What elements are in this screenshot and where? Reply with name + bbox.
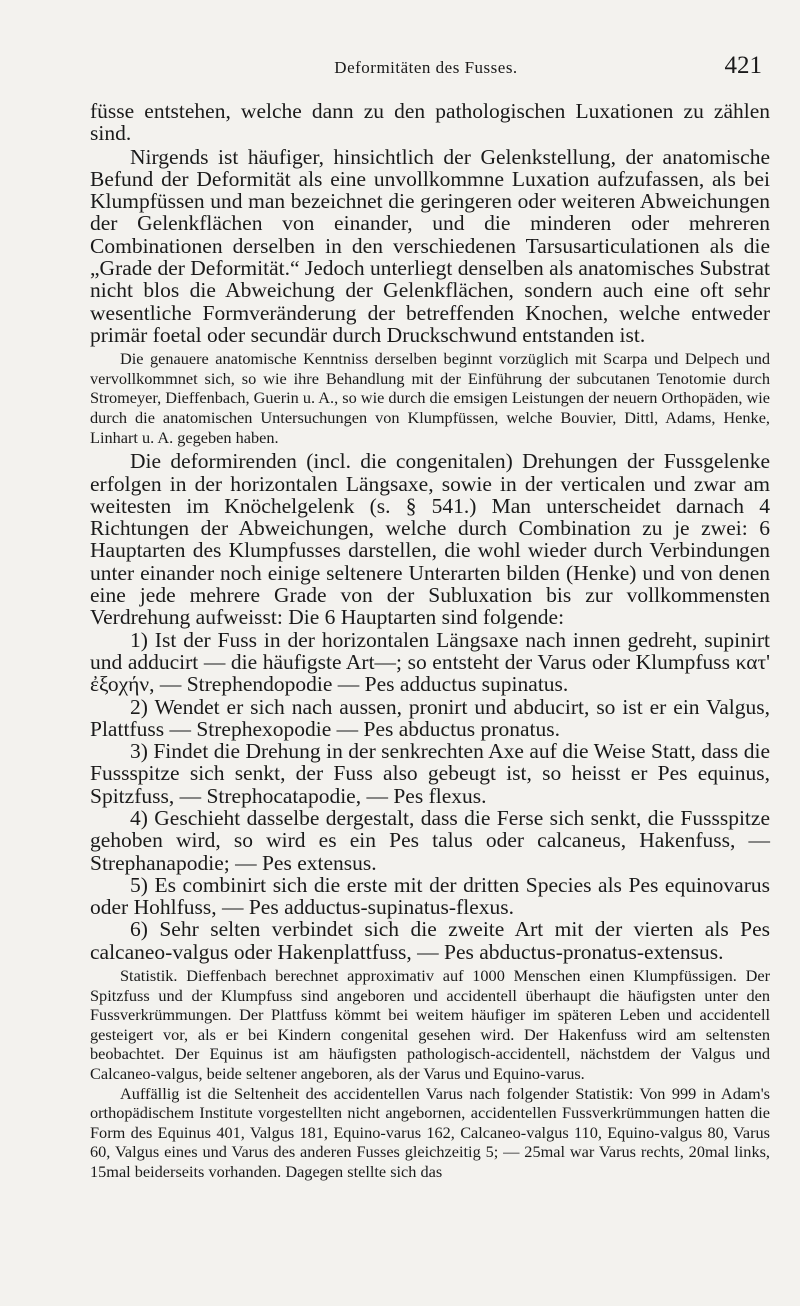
paragraph-anatomical-findings: Nirgends ist häufiger, hinsichtlich der Gelenkstellung, der anatomische Befund der Deformität als eine unvollkommne Luxation aufzufassen, als bei Klumpfüssen und man bezeichnet die geringeren oder weiteren Abweichungen der Gelenkflächen von einander, und die minderen oder mehreren Combinationen derselben in den verschiedenen Tarsusarticulationen als die „Grade der Deformität.“ Jedoch unterliegt denselben als anatomisches Substrat nicht blos die Abweichung der Gelenkflächen, sondern auch eine oft sehr wesentliche Formveränderung der betreffenden Knochen, welche entweder primär foetal oder secundär durch Druckschwund entstanden ist. bbox=[90, 144, 771, 347]
note-adams-statistics: Auffällig ist die Seltenheit des accidentellen Varus nach folgender Statistik: Von 999 in Adam's orthopädischem Institute vorgestellten nicht angebornen, accidentellen Fussverkrümmungen hatten die Form des Equinus 401, Valgus 181, Equino-varus 162, Calcaneo-valgus 110, Equino-valgus 80, Varus 60, Valgus eines und Varus des anderen Fusses gleichzeitig 5; — 25mal war Varus rechts, 20mal links, 15mal beiderseits vorhanden. Dagegen stellte sich das bbox=[90, 1083, 770, 1181]
body-text bbox=[90, 100, 770, 1182]
page-header bbox=[90, 52, 762, 86]
page-number: 421 bbox=[724, 52, 762, 79]
running-head: Deformitäten des Fusses. bbox=[334, 58, 518, 77]
list-item-equinus: 3) Findet die Drehung in der senkrechten Axe auf die Weise Statt, dass die Fussspitze sich senkt, der Fuss also gebeugt ist, so heisst er Pes equinus, Spitzfuss, — Strephocatapodie, — Pes flexus. bbox=[90, 739, 770, 808]
list-item-varus: 1) Ist der Fuss in der horizontalen Längsaxe nach innen gedreht, supinirt und adducirt — die häufigste Art—; so entsteht der Varus oder Klumpfuss κατ' ἐξοχήν, — Strephendopodie — Pes adductus supinatus. bbox=[90, 627, 770, 697]
paragraph-continuation: füsse entstehen, welche dann zu den pathologischen Luxationen zu zählen sind. bbox=[90, 99, 770, 146]
note-statistics: Statistik. Dieffenbach berechnet approximativ auf 1000 Menschen einen Klumpfüssigen. Der Spitzfuss und der Klumpfuss sind angeboren und accidentell überhaupt die häufigsten unter den Fussverkrümmungen. Der Plattfuss kömmt bei weitem häufiger im späteren Leben und accidentell gesteigert vor, als er bei Kindern congenital gesehen wird. Der Hakenfuss wird am seltensten beobachtet. Der Equinus ist am häufigsten pathologisch-accidentell, nächstdem der Valgus und Calcaneo-valgus, beide seltener angeboren, als der Varus und Equino-varus. bbox=[90, 966, 770, 1084]
list-item-calcaneus: 4) Geschieht dasselbe dergestalt, dass die Ferse sich senkt, die Fussspitze gehoben wird, so wird es ein Pes talus oder calcaneus, Hakenfuss, — Strephanapodie; — Pes extensus. bbox=[90, 805, 770, 875]
list-item-valgus: 2) Wendet er sich nach aussen, pronirt und abducirt, so ist er ein Valgus, Plattfuss — Strephexopodie — Pes abductus pronatus. bbox=[90, 694, 770, 741]
list-item-equinovarus: 5) Es combinirt sich die erste mit der dritten Species als Pes equinovarus oder Hohlfuss, — Pes adductus-supinatus-flexus. bbox=[90, 872, 770, 920]
note-history: Die genauere anatomische Kenntniss derselben beginnt vorzüglich mit Scarpa und Delpech und vervollkommnet sich, so wie ihre Behandlung mit der Einführung der subcutanen Tenotomie durch Stromeyer, Dieffenbach, Guerin u. A., so wie durch die emsigen Leistungen der neuern Orthopäden, wie durch die anatomischen Untersuchungen von Klumpfüssen, welche Bouvier, Dittl, Adams, Henke, Linhart u. A. gegeben haben. bbox=[90, 349, 770, 447]
list-item-calcaneovalgus: 6) Sehr selten verbindet sich die zweite Art mit der vierten als Pes calcaneo-valgus oder Hakenplattfuss, — Pes abductus-pronatus-extensus. bbox=[90, 917, 770, 964]
paragraph-rotations: Die deformirenden (incl. die congenitalen) Drehungen der Fussgelenke erfolgen in der horizontalen Längsaxe, sowie in der verticalen und zwar am weitesten im Knöchelgelenk (s. § 541.) Man unterscheidet darnach 4 Richtungen der Abweichungen, welche durch Combination zu je zwei: 6 Hauptarten des Klumpfusses darstellen, die wohl wieder durch Verbindungen unter einander noch einige seltenere Unterarten bilden (Henke) und von denen eine jede mehrere Grade von der Subluxation bis zur vollkommensten Verdrehung aufweisst: Die 6 Hauptarten sind folgende: bbox=[90, 449, 770, 630]
